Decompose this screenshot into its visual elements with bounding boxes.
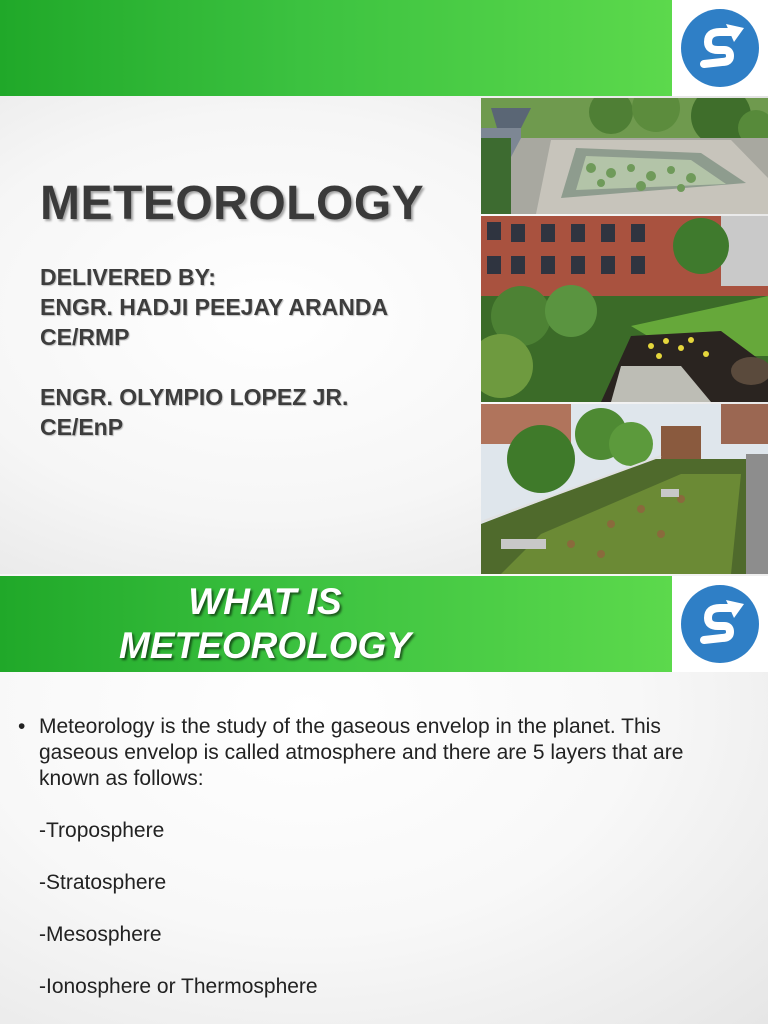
header-bar: [0, 0, 672, 96]
logo: [672, 0, 768, 96]
presenter-2-name: ENGR. OLYMPIO LOPEZ JR.: [40, 384, 349, 410]
slide-body: [18, 714, 738, 1000]
presenter-2-credentials: CE/EnP: [40, 414, 124, 440]
presenter-1-credentials: CE/RMP: [40, 324, 130, 350]
intro-text: Meteorology is the study of the gaseous envelop in the planet. This gaseous envelop is called atmosphere and there are 5 layers that are known as follows:: [39, 715, 684, 790]
presenter-1-name: ENGR. HADJI PEEJAY ARANDA: [40, 294, 389, 320]
garden-courtyard-photo: [481, 98, 768, 214]
slide-title-line-1: WHAT IS: [188, 581, 342, 622]
slide-title: [0, 580, 530, 668]
residential-garden-photo: [481, 216, 768, 402]
slide-title-line-2: METEOROLOGY: [119, 625, 411, 666]
bullet-item: [18, 714, 738, 792]
layer-item: -Mesosphere: [39, 923, 162, 946]
layer-item: -Stratosphere: [39, 871, 167, 894]
presenters-block: [40, 262, 470, 442]
green-roof-photo: [481, 404, 768, 574]
logo-icon: [681, 9, 759, 87]
logo-icon: [681, 585, 759, 663]
content-slide: [0, 574, 768, 1024]
photo-collage: [481, 96, 768, 574]
logo: [672, 576, 768, 672]
layer-item: -Troposphere: [39, 819, 165, 842]
bullet-marker: •: [18, 715, 26, 738]
slide-title: METEOROLOGY: [40, 177, 425, 230]
layer-item: -Ionosphere or Thermosphere: [39, 975, 318, 998]
delivered-by-label: DELIVERED BY:: [40, 264, 216, 290]
